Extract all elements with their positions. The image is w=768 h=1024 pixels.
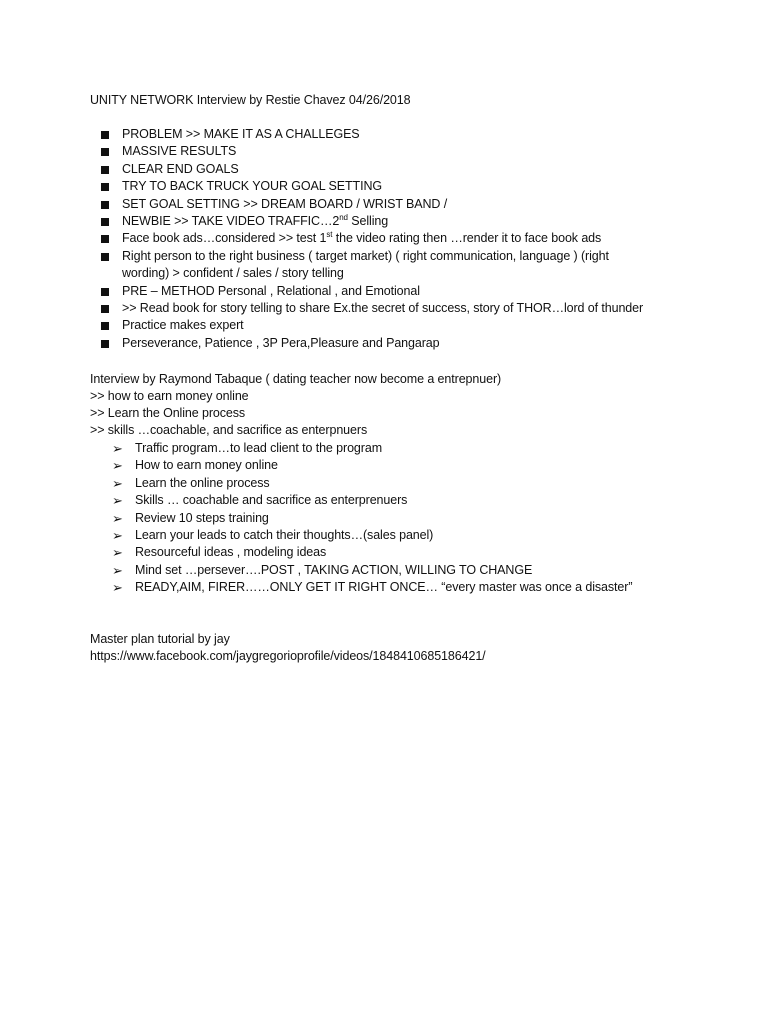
list-item: >> Read book for story telling to share Ex.the secret of success, story of THOR…lord of thunder	[0, 300, 652, 317]
square-bullet-icon	[101, 131, 109, 139]
arrow-bullet-icon: ➢	[112, 562, 123, 578]
list-item: Face book ads…considered >> test 1st the video rating then …render it to face book ads	[0, 230, 652, 247]
square-bullet-icon	[101, 166, 109, 174]
text-line: >> skills …coachable, and sacrifice as enterpnuers	[90, 423, 368, 437]
footer-heading: Master plan tutorial by jay	[90, 632, 230, 646]
square-bullet-icon	[101, 148, 109, 156]
list-item: Right person to the right business ( target market) ( right communication, language ) (right wording) > confident / sales / story telling	[0, 248, 652, 283]
list-item: SET GOAL SETTING >> DREAM BOARD / WRIST BAND /	[0, 196, 652, 213]
square-bullet-icon	[101, 305, 109, 313]
document-heading: UNITY NETWORK Interview by Restie Chavez 04/26/2018	[90, 93, 411, 107]
square-bullet-icon	[101, 218, 109, 226]
square-bullet-icon	[101, 322, 109, 330]
text-line: >> how to earn money online	[90, 389, 249, 403]
list-item: ➢ Mind set …persever….POST , TAKING ACTION, WILLING TO CHANGE	[112, 562, 533, 578]
arrow-bullet-icon: ➢	[112, 510, 123, 526]
arrow-bullet-icon: ➢	[112, 475, 123, 491]
square-bullet-icon	[101, 340, 109, 348]
list-item: NEWBIE >> TAKE VIDEO TRAFFIC…2nd Selling	[0, 213, 652, 230]
list-item: ➢ Skills … coachable and sacrifice as enterprenuers	[112, 493, 408, 509]
bullet-list	[0, 126, 768, 352]
list-item: MASSIVE RESULTS	[0, 143, 652, 160]
arrow-bullet-icon: ➢	[112, 580, 123, 596]
arrow-bullet-icon: ➢	[112, 441, 123, 456]
square-bullet-icon	[101, 183, 109, 191]
list-item: ➢ Learn your leads to catch their thoughts…(sales panel)	[112, 528, 434, 544]
text-line: >> Learn the Online process	[90, 406, 246, 420]
list-item: ➢ Review 10 steps training	[112, 510, 269, 526]
arrow-list	[0, 440, 632, 597]
square-bullet-icon	[101, 253, 109, 261]
square-bullet-icon	[101, 288, 109, 296]
list-item: ➢ Resourceful ideas , modeling ideas	[112, 545, 327, 561]
square-bullet-icon	[101, 201, 109, 209]
list-item: ➢ Learn the online process	[112, 475, 270, 491]
list-item: Perseverance, Patience , 3P Pera,Pleasure and Pangarap	[0, 335, 652, 352]
interview-heading: Interview by Raymond Tabaque ( dating teacher now become a entrepnuer)	[90, 372, 502, 386]
list-item: ➢ READY,AIM, FIRER……ONLY GET IT RIGHT ONCE… “every master was once a disaster”	[112, 580, 633, 596]
square-bullet-icon	[101, 235, 109, 243]
arrow-bullet-icon: ➢	[112, 493, 123, 509]
list-item: TRY TO BACK TRUCK YOUR GOAL SETTING	[0, 178, 652, 195]
arrow-bullet-icon: ➢	[112, 528, 123, 544]
list-item: PRE – METHOD Personal , Relational , and Emotional	[0, 283, 652, 300]
arrow-bullet-icon: ➢	[112, 458, 123, 474]
list-item: Practice makes expert	[0, 317, 652, 334]
arrow-bullet-icon: ➢	[112, 545, 123, 561]
list-item: ➢ How to earn money online	[112, 458, 278, 474]
list-item: CLEAR END GOALS	[0, 161, 652, 178]
list-item: ➢ Traffic program…to lead client to the program	[112, 441, 383, 456]
list-item: PROBLEM >> MAKE IT AS A CHALLEGES	[0, 126, 652, 143]
video-url: https://www.facebook.com/jaygregorioprofile/videos/1848410685186421/	[90, 649, 486, 663]
